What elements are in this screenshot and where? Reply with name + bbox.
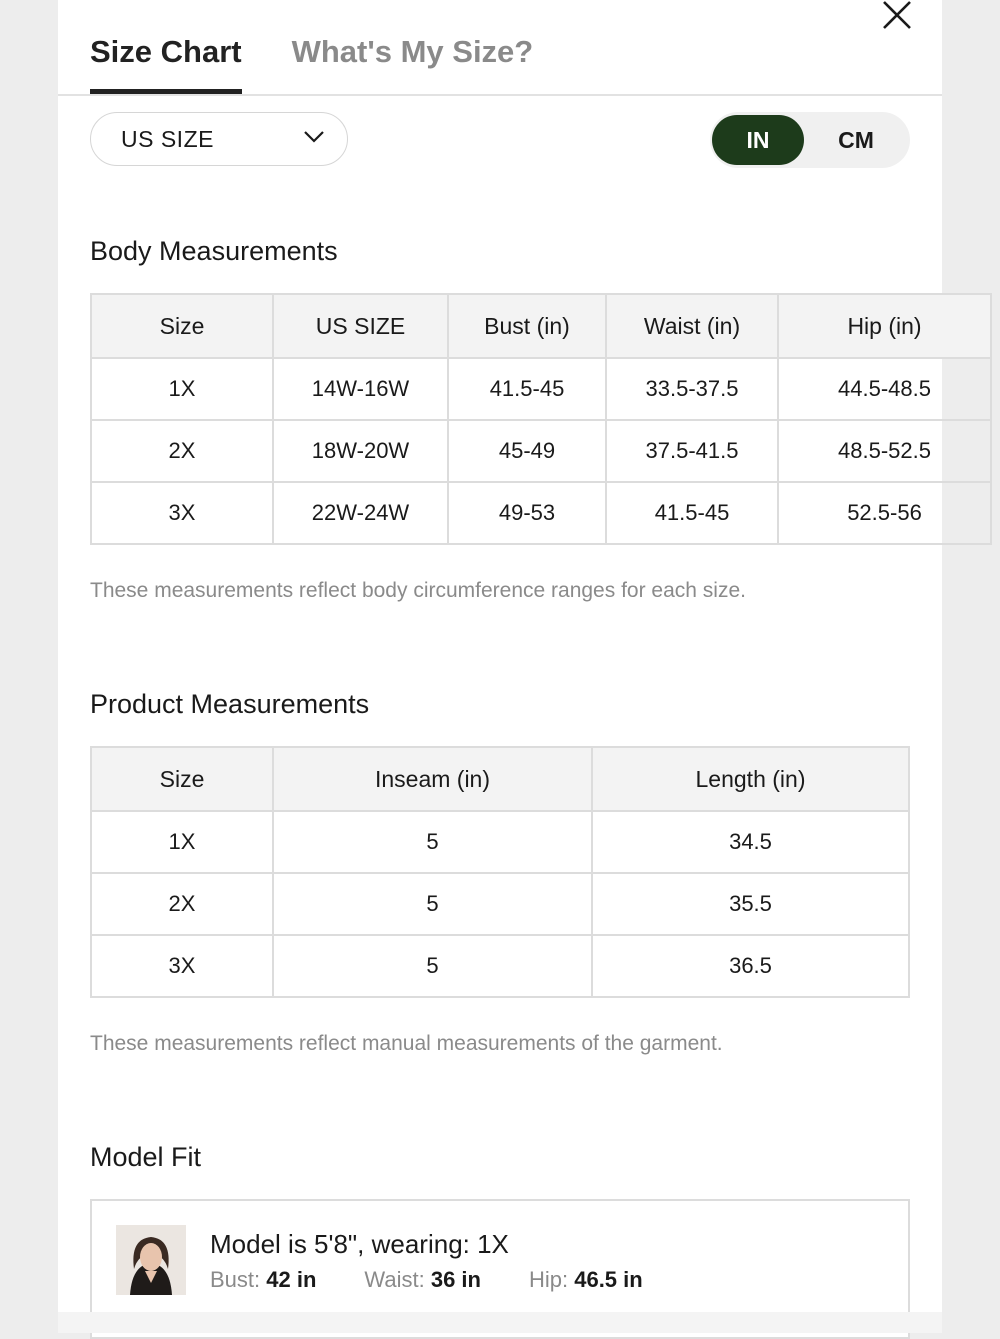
column-header: Size: [91, 294, 273, 358]
table-cell: 36.5: [592, 935, 909, 997]
body-measurements-title: Body Measurements: [90, 236, 338, 266]
table-cell: 37.5-41.5: [606, 420, 778, 482]
close-button[interactable]: [878, 0, 918, 32]
table-cell: 33.5-37.5: [606, 358, 778, 420]
table-cell: 45-49: [448, 420, 606, 482]
table-cell: 14W-16W: [273, 358, 448, 420]
table-cell: 3X: [91, 935, 273, 997]
table-cell: 2X: [91, 873, 273, 935]
size-system-value: US SIZE: [121, 125, 214, 152]
close-icon: [878, 0, 918, 32]
chevron-down-icon: [303, 129, 325, 145]
unit-in-button[interactable]: IN: [712, 115, 804, 165]
product-measurements-table: [90, 746, 910, 998]
unit-toggle: [710, 112, 910, 168]
avatar: [116, 1225, 186, 1295]
table-cell: 1X: [91, 811, 273, 873]
table-cell: 44.5-48.5: [778, 358, 991, 420]
model-stat-bust: Bust: 42 in: [210, 1267, 317, 1292]
table-cell: 41.5-45: [606, 482, 778, 544]
table-cell: 5: [273, 811, 592, 873]
column-header: Waist (in): [606, 294, 778, 358]
table-cell: 18W-20W: [273, 420, 448, 482]
column-header: Bust (in): [448, 294, 606, 358]
table-cell: 41.5-45: [448, 358, 606, 420]
size-chart-panel: [58, 0, 942, 1312]
model-stat-waist: Waist: 36 in: [364, 1267, 481, 1292]
model-fit-title: Model Fit: [90, 1142, 202, 1172]
table-row: [91, 873, 909, 935]
product-measurements-table-wrap: [90, 746, 910, 1006]
table-cell: 49-53: [448, 482, 606, 544]
tabs-divider: [58, 94, 942, 96]
table-cell: 34.5: [592, 811, 909, 873]
model-portrait-icon: [116, 1225, 186, 1295]
table-cell: 2X: [91, 420, 273, 482]
table-row: [91, 935, 909, 997]
table-cell: 35.5: [592, 873, 909, 935]
table-cell: 1X: [91, 358, 273, 420]
column-header: Hip (in): [778, 294, 991, 358]
table-row: [91, 482, 991, 544]
tab-size-chart[interactable]: Size Chart: [90, 34, 242, 94]
product-measurements-title: Product Measurements: [90, 689, 370, 719]
model-stat-hip: Hip: 46.5 in: [528, 1267, 643, 1292]
table-cell: 5: [273, 873, 592, 935]
table-cell: 48.5-52.5: [778, 420, 991, 482]
body-measurements-table: [90, 293, 992, 545]
model-stats: [210, 1267, 691, 1293]
model-summary: Model is 5'8", wearing: 1X: [210, 1229, 509, 1259]
table-cell: 5: [273, 935, 592, 997]
column-header: Size: [91, 747, 273, 811]
column-header: Length (in): [592, 747, 909, 811]
table-header-row: [91, 747, 909, 811]
tab-bar: [90, 34, 583, 96]
table-row: [91, 358, 991, 420]
table-cell: 52.5-56: [778, 482, 991, 544]
body-measurements-note: These measurements reflect body circumference ranges for each size.: [90, 579, 746, 602]
unit-cm-button[interactable]: CM: [838, 126, 874, 153]
bottom-strip: [58, 1312, 942, 1333]
product-measurements-note: These measurements reflect manual measurements of the garment.: [90, 1032, 723, 1055]
table-cell: 3X: [91, 482, 273, 544]
tab-whats-my-size[interactable]: What's My Size?: [291, 34, 534, 69]
body-measurements-table-wrap[interactable]: [90, 293, 931, 553]
size-system-dropdown[interactable]: [90, 112, 348, 166]
table-cell: 22W-24W: [273, 482, 448, 544]
table-row: [91, 811, 909, 873]
column-header: US SIZE: [273, 294, 448, 358]
column-header: Inseam (in): [273, 747, 592, 811]
table-header-row: [91, 294, 991, 358]
table-row: [91, 420, 991, 482]
